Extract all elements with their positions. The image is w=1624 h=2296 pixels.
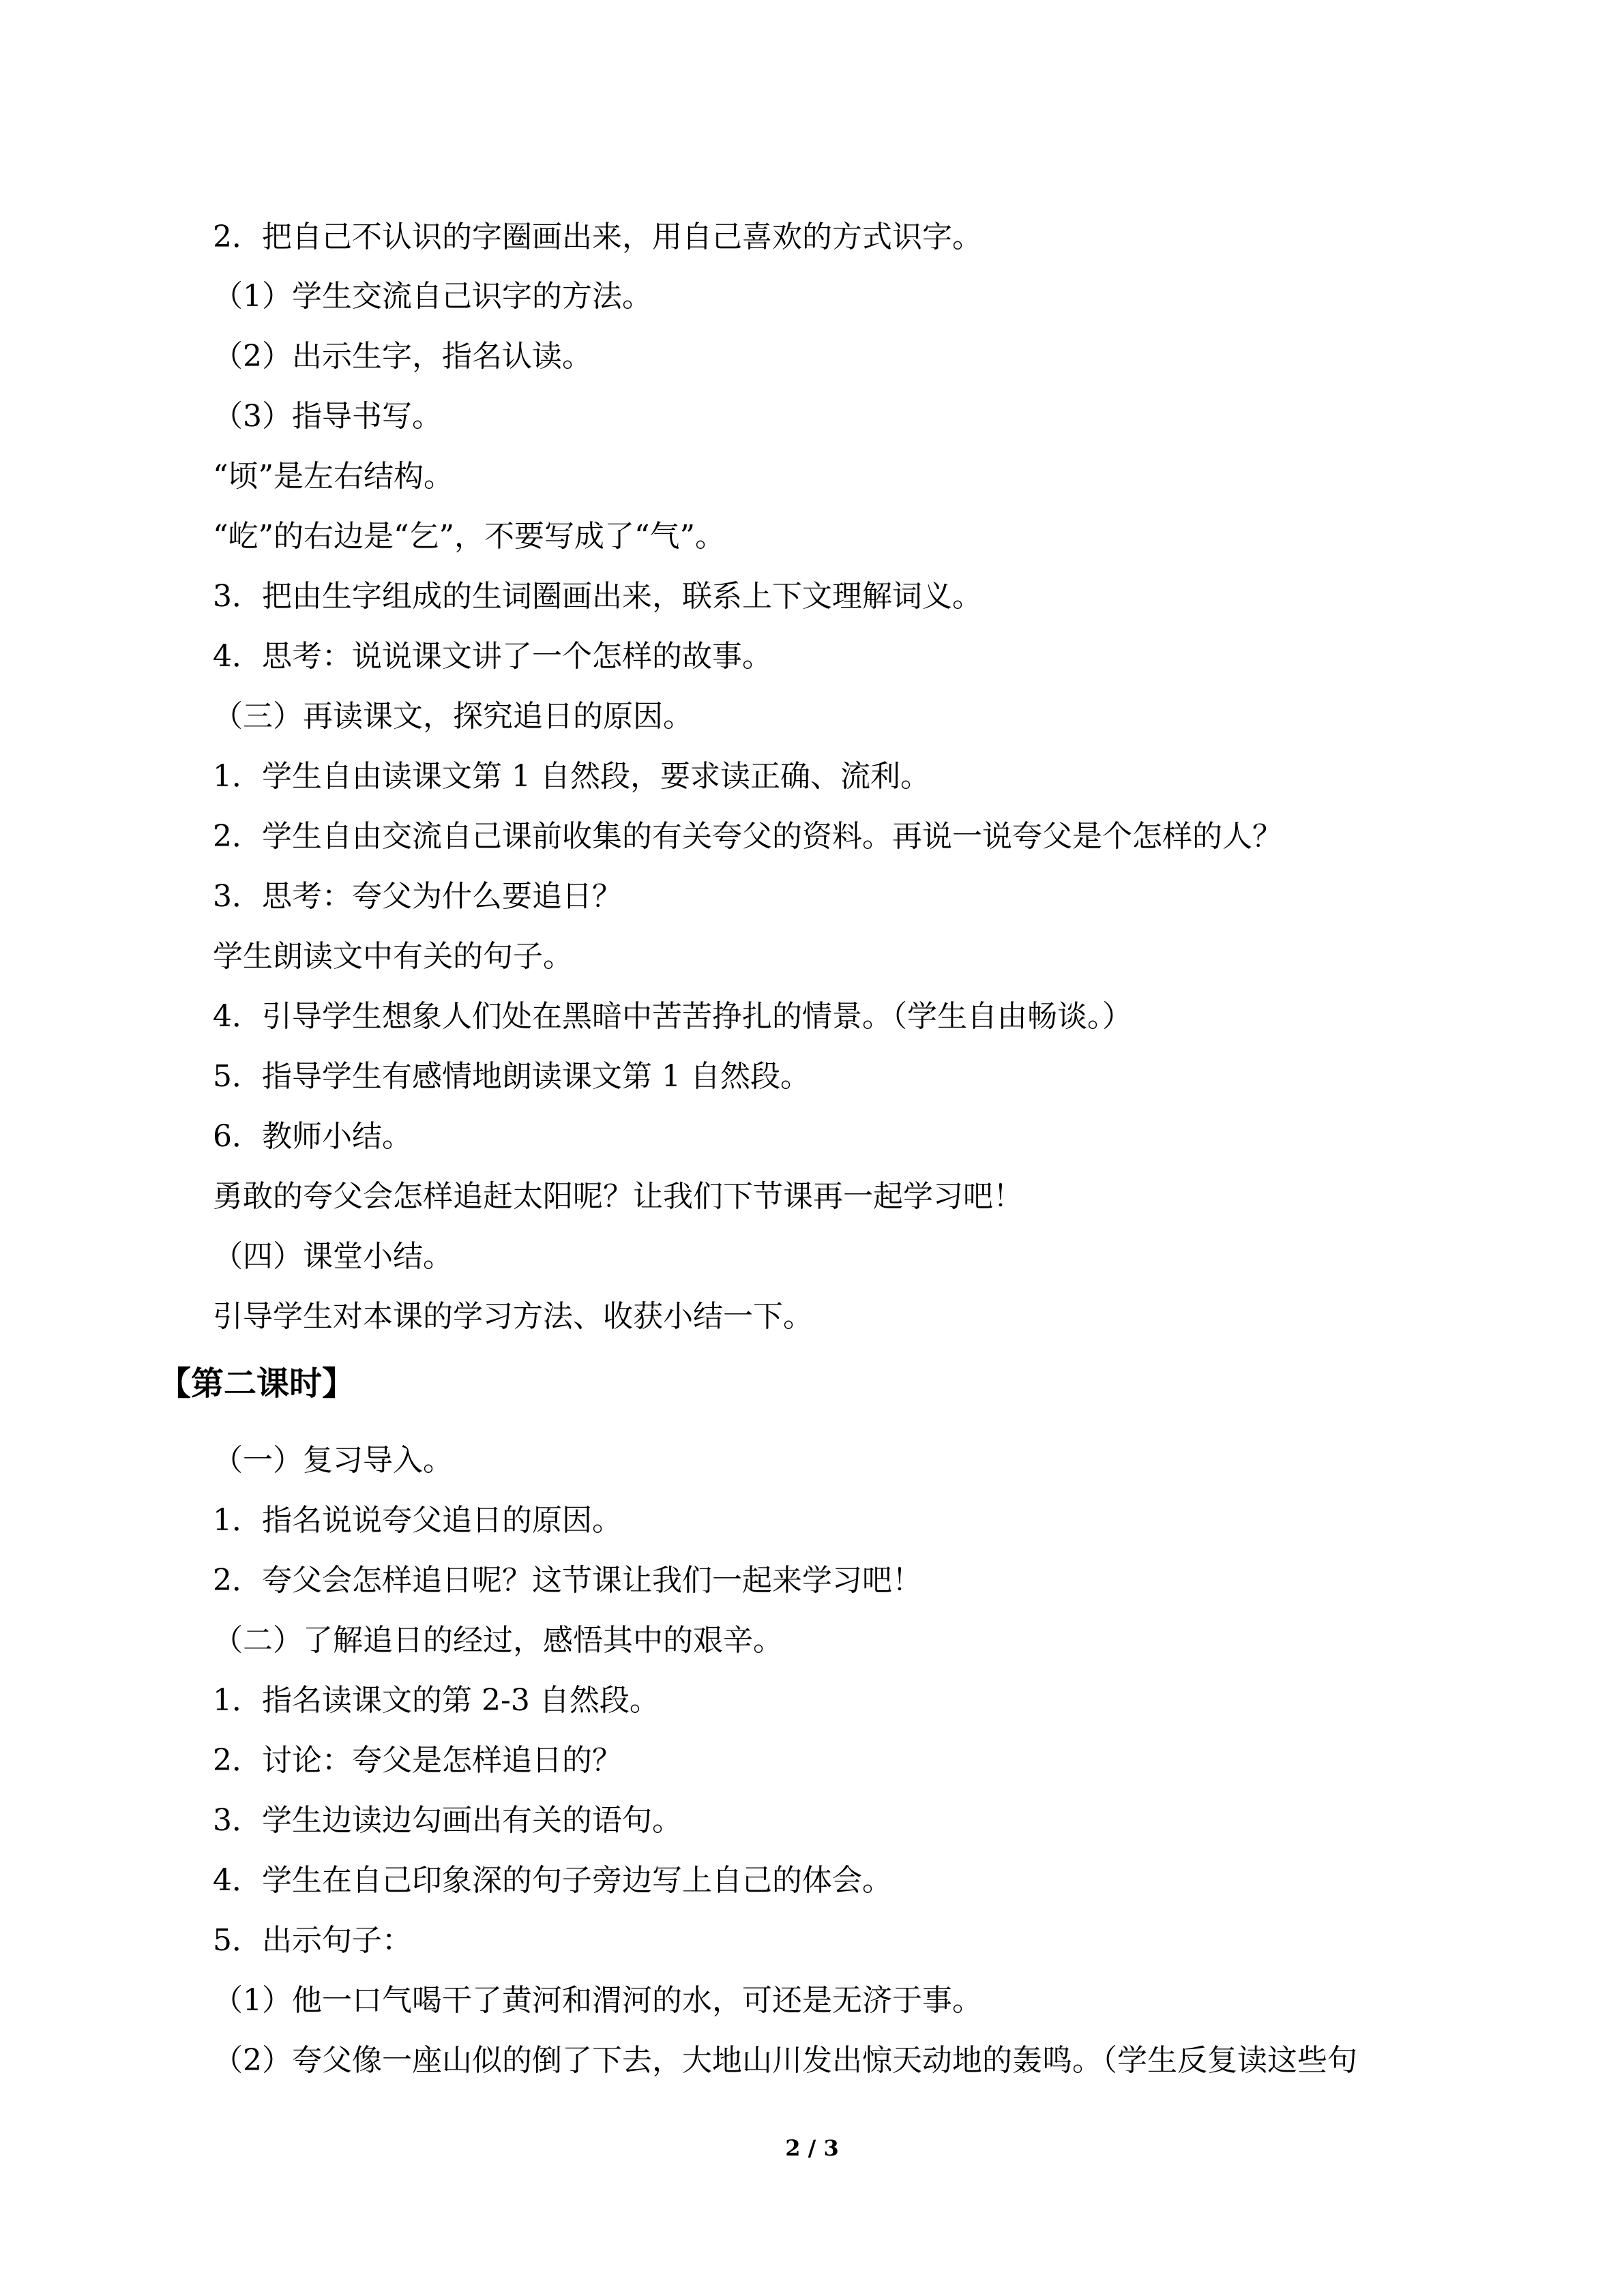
paragraph-line: 勇敢的夸父会怎样追赶太阳呢？让我们下节课再一起学习吧！ — [213, 1179, 1023, 1214]
paragraph-line: 1．学生自由读课文第 1 自然段，要求读正确、流利。 — [213, 759, 930, 794]
paragraph-line: 1．指名读课文的第 2-3 自然段。 — [213, 1683, 660, 1718]
paragraph-line: （2）夸父像一座山似的倒了下去，大地山川发出惊天动地的轰鸣。（学生反复读这些句 — [213, 2043, 1357, 2078]
paragraph-line: 学生朗读文中有关的句子。 — [213, 939, 573, 974]
paragraph-line: 3．学生边读边勾画出有关的语句。 — [213, 1803, 682, 1838]
paragraph-line: 2．学生自由交流自己课前收集的有关夸父的资料。再说一说夸父是个怎样的人？ — [213, 819, 1282, 854]
paragraph-line: 2．夸父会怎样追日呢？这节课让我们一起来学习吧！ — [213, 1563, 922, 1598]
paragraph-line: 1．指名说说夸父追日的原因。 — [213, 1503, 622, 1538]
paragraph-line: 6．教师小结。 — [213, 1119, 412, 1154]
paragraph-line: 3．把由生字组成的生词圈画出来，联系上下文理解词义。 — [213, 579, 982, 614]
paragraph-line: 引导学生对本课的学习方法、收获小结一下。 — [213, 1299, 813, 1334]
paragraph-line: （四）课堂小结。 — [213, 1239, 453, 1274]
paragraph-line: 3．思考：夸父为什么要追日？ — [213, 879, 622, 914]
paragraph-line: （1）他一口气喝干了黄河和渭河的水，可还是无济于事。 — [213, 1983, 982, 2018]
paragraph-line: 2．把自己不认识的字圈画出来，用自己喜欢的方式识字。 — [213, 220, 982, 254]
page-number: 2 / 3 — [785, 2135, 839, 2161]
paragraph-line: 5．指导学生有感情地朗读课文第 1 自然段。 — [213, 1059, 810, 1094]
paragraph-line: （二）了解追日的经过，感悟其中的艰辛。 — [213, 1623, 783, 1658]
paragraph-line: 4．引导学生想象人们处在黑暗中苦苦挣扎的情景。（学生自由畅谈。） — [213, 999, 1132, 1034]
paragraph-line: （三）再读课文，探究追日的原因。 — [213, 699, 693, 734]
paragraph-line: （3）指导书写。 — [213, 399, 442, 434]
paragraph-line: 2．讨论：夸父是怎样追日的？ — [213, 1743, 622, 1778]
section-heading: 【第二课时】 — [158, 1365, 355, 1403]
paragraph-line: （一）复习导入。 — [213, 1443, 453, 1478]
paragraph-line: （2）出示生字，指名认读。 — [213, 339, 592, 374]
paragraph-line: 5．出示句子： — [213, 1923, 412, 1958]
paragraph-line: （1）学生交流自己识字的方法。 — [213, 279, 652, 314]
paragraph-line: 4．学生在自己印象深的句子旁边写上自己的体会。 — [213, 1863, 892, 1898]
paragraph-line: “顷”是左右结构。 — [213, 459, 454, 494]
paragraph-line: “屹”的右边是“乞”，不要写成了“气”。 — [213, 519, 725, 554]
paragraph-line: 4．思考：说说课文讲了一个怎样的故事。 — [213, 639, 772, 674]
